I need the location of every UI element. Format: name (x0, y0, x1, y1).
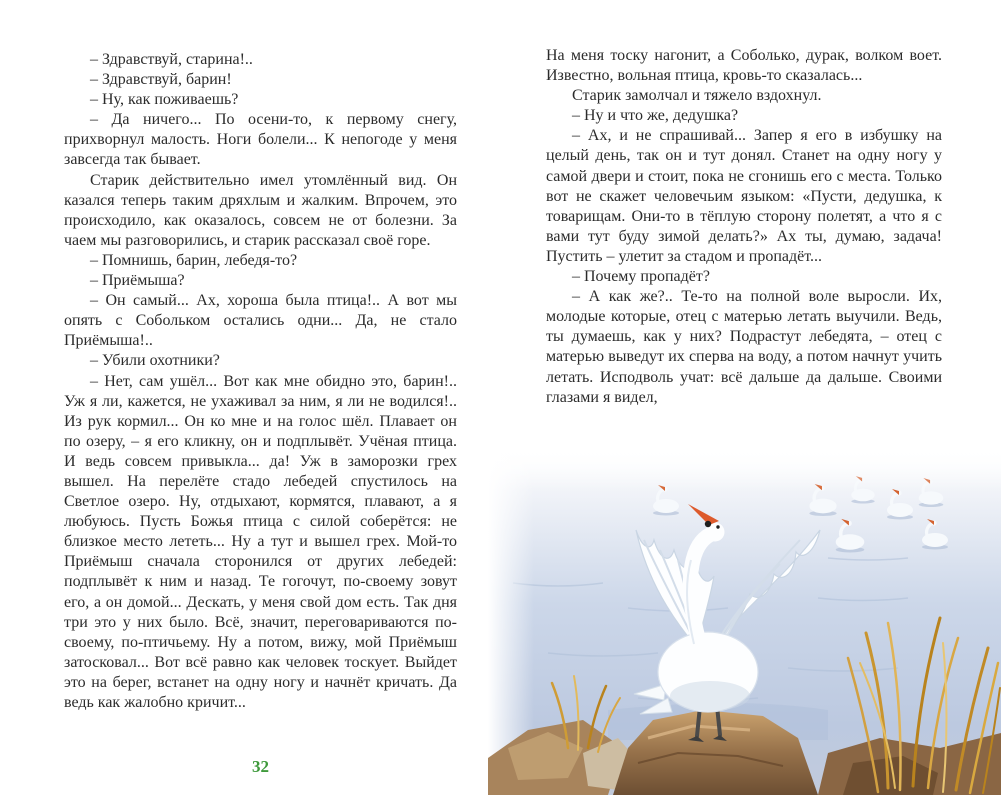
paragraph: – Нет, сам ушёл... Вот как мне обидно это, барин!.. Уж я ли, кажется, не ухаживал за ним, я ли не водился!.. Из рук кормил... Он ко мне и на голос шёл. Плавает он по озеру, – я его кликну, он и подплывёт. Учёная птица. И ведь совсем привыкла... да! Уж в заморозки грех вышел. На перелёте стадо лебедей спустилось на Светлое озеро. Ну, отдыхают, кормятся, плавают, а я любуюсь. Пусть Божья птица с силой соберётся: не близкое место лететь... Ну а тут и вышел грех. Мой-то Приёмыш сначала сторонился от других лебедей: подплывёт к ним и назад. Те гогочут, по-своему зовут его, а он домой... Дескать, у меня свой дом есть. Так дня три это у них было. Всё, значит, переговариваются по-своему, по-птичьему. Ну а потом, вижу, мой Приёмыш затосковал... Вот всё равно как человек тоскует. Выйдет это на берег, встанет на одну ногу и начнёт кричать. Да ведь как жалобно кричит... (64, 372, 457, 711)
paragraph: – Ах, и не спрашивай... Запер я его в избушку на целый день, так он и тут донял. Станет на одну ногу у самой двери и стоит, пока не сгонишь его с места. Только вот не скажет человечьим языком: «Пусти, дедушка, к товарищам. Они-то в тёплую сторону полетят, а что я с вами тут буду зимой делать?» Ах ты, думаю, задача! Пустить – улетит за стадом и пропадёт... (546, 127, 942, 265)
swan-illustration (488, 448, 1001, 795)
paragraph: Старик действительно имел утомлённый вид. Он казался теперь таким дряхлым и жалким. Впрочем, это происходило, как оказалось, совсем не от болезни. За чаем мы разговорились, и старик рассказал своё горе. (64, 171, 457, 249)
paragraph: – Почему пропадёт? (572, 268, 710, 286)
paragraph: – А как же?.. Те-то на полной воле выросли. Их, молодые которые, отец с матерью летать выучили. Ведь, ты думаешь, как у них? Подрастут лебедята, – отец с матерью выведут их сперва на воду, а потом начнут учить летать. Исподволь учат: всё дальше да дальше. Своими глазами я видел, (546, 288, 942, 406)
page-number: 32 (252, 757, 269, 776)
paragraph: – Ну и что же, дедушка? (572, 107, 739, 125)
paragraph: Старик замолчал и тяжело вздохнул. (572, 87, 822, 105)
left-page-text (64, 50, 457, 713)
paragraph: – Убили охотники? (90, 352, 220, 370)
paragraph: – Ну, как поживаешь? (90, 91, 239, 109)
right-page-text (546, 46, 942, 408)
swan-eye (716, 525, 719, 528)
paragraph: – Приёмыша? (90, 272, 185, 290)
paragraph: – Здравствуй, барин! (90, 71, 232, 89)
paragraph: – Помнишь, барин, лебедя-то? (90, 251, 298, 269)
paragraph: – Здравствуй, старина!.. (90, 51, 253, 68)
paragraph: На меня тоску нагонит, а Соболько, дурак, волком воет. Известно, вольная птица, кровь-то сказалась... (546, 47, 942, 85)
paragraph: – Да ничего... По осени-то, к первому снегу, прихворнул малость. Ноги болели... К непогоде у меня завсегда так бывает. (64, 111, 457, 169)
paragraph: – Он самый... Ах, хороша была птица!.. А вот мы опять с Собольком остались одни... Да, не стало Приёмыша!.. (64, 292, 457, 350)
